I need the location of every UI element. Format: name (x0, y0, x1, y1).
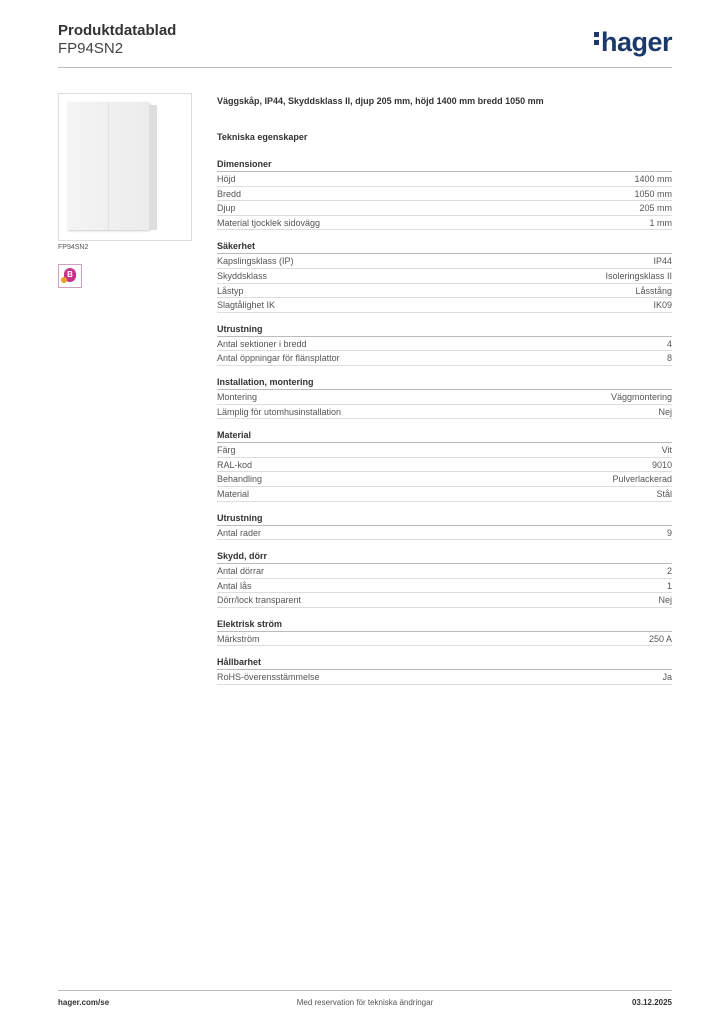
document-title: Produktdatablad (58, 22, 177, 39)
spec-label: RoHS-överensstämmelse (217, 672, 320, 683)
spec-row (217, 216, 672, 231)
spec-row (217, 351, 672, 366)
spec-label: Antal sektioner i bredd (217, 338, 307, 349)
spec-group (217, 512, 672, 541)
spec-row (217, 172, 672, 187)
spec-label: Slagtålighet IK (217, 300, 276, 311)
spec-label: RAL-kod (217, 459, 253, 470)
spec-label: Antal öppningar för flänsplattor (217, 353, 340, 364)
spec-value: Pulverlackerad (612, 474, 672, 485)
spec-value: Väggmontering (610, 391, 672, 402)
spec-value: 4 (666, 338, 672, 349)
spec-label: Material (217, 488, 250, 499)
spec-group-title: Elektrisk ström (217, 618, 672, 632)
spec-row (217, 254, 672, 269)
spec-value: 9010 (651, 459, 672, 470)
spec-label: Behandling (217, 474, 263, 485)
spec-value: IK09 (653, 300, 672, 311)
spec-value: IP44 (653, 256, 672, 267)
cabinet-side-icon (149, 105, 157, 230)
spec-group (217, 323, 672, 366)
spec-group (217, 429, 672, 501)
spec-value: Låsstång (635, 285, 672, 296)
spec-value: 205 mm (639, 203, 672, 214)
footer-disclaimer: Med reservation för tekniska ändringar (296, 998, 434, 1007)
spec-value: Stål (656, 488, 672, 499)
spec-group (217, 376, 672, 419)
spec-row (217, 201, 672, 216)
spec-row (217, 670, 672, 685)
spec-row (217, 564, 672, 579)
spec-label: Kapslingsklass (IP) (217, 256, 294, 267)
spec-label: Dörr/lock transparent (217, 595, 302, 606)
spec-label: Djup (217, 203, 236, 214)
spec-group (217, 656, 672, 685)
spec-label: Låstyp (217, 285, 244, 296)
header-divider (58, 67, 672, 68)
spec-row (217, 458, 672, 473)
spec-value: 1050 mm (634, 188, 672, 199)
spec-row (217, 443, 672, 458)
spec-value: 8 (666, 353, 672, 364)
spec-group-title: Material (217, 429, 672, 443)
spec-group-title: Utrustning (217, 323, 672, 337)
footer-date: 03.12.2025 (631, 998, 672, 1007)
spec-value: Nej (658, 406, 672, 417)
spec-group-title: Installation, montering (217, 376, 672, 390)
eco-badge-icon: B (58, 264, 82, 288)
spec-value: 1 (666, 580, 672, 591)
spec-row (217, 472, 672, 487)
product-details (217, 96, 672, 695)
hager-logo (594, 27, 672, 57)
spec-value: 1 mm (649, 217, 672, 228)
spec-label: Antal rader (217, 527, 262, 538)
spec-label: Antal lås (217, 580, 252, 591)
spec-group-title: Utrustning (217, 512, 672, 526)
spec-row (217, 487, 672, 502)
spec-value: 1400 mm (634, 174, 672, 184)
spec-group-title: Dimensioner (217, 158, 672, 172)
spec-row (217, 593, 672, 608)
footer-website: hager.com/se (58, 998, 110, 1007)
document-header (58, 22, 176, 58)
spec-value: Vit (661, 445, 672, 456)
spec-row (217, 298, 672, 313)
spec-group-title: Hållbarhet (217, 656, 672, 670)
logo-dots-icon (594, 32, 600, 48)
image-caption: FP94SN2 (58, 244, 89, 251)
spec-label: Färg (217, 445, 236, 456)
spec-label: Material tjocklek sidovägg (217, 217, 321, 228)
spec-row (217, 284, 672, 299)
spec-label: Bredd (217, 188, 242, 199)
spec-value: Nej (658, 595, 672, 606)
spec-row (217, 632, 672, 647)
spec-row (217, 187, 672, 202)
logo-text: hager (600, 27, 672, 57)
spec-group (217, 158, 672, 230)
spec-row (217, 390, 672, 405)
spec-value: 9 (666, 527, 672, 538)
spec-value: Ja (662, 672, 672, 683)
spec-row (217, 579, 672, 594)
spec-label: Skyddsklass (217, 270, 268, 281)
spec-group (217, 240, 672, 312)
spec-value: Isoleringsklass II (605, 270, 672, 281)
spec-value: 2 (666, 566, 672, 577)
spec-group (217, 550, 672, 608)
spec-row (217, 526, 672, 541)
cabinet-door-seam (108, 102, 109, 230)
section-title: Tekniska egenskaper (217, 132, 308, 142)
spec-label: Montering (217, 391, 258, 402)
product-code: FP94SN2 (58, 40, 124, 57)
spec-group (217, 618, 672, 647)
spec-groups (217, 158, 672, 685)
spec-group-title: Skydd, dörr (217, 550, 672, 564)
spec-label: Lämplig för utomhusinstallation (217, 406, 342, 417)
spec-label: Höjd (217, 174, 236, 184)
product-description: Väggskåp, IP44, Skyddsklass II, djup 205 mm, höjd 1400 mm bredd 1050 mm (217, 96, 544, 106)
spec-group-title: Säkerhet (217, 240, 672, 254)
spec-label: Antal dörrar (217, 566, 265, 577)
spec-row (217, 269, 672, 284)
spec-row (217, 405, 672, 420)
product-image (58, 93, 192, 241)
spec-row (217, 337, 672, 352)
spec-value: 250 A (648, 633, 672, 644)
spec-label: Märkström (217, 633, 260, 644)
footer-divider (58, 990, 672, 991)
